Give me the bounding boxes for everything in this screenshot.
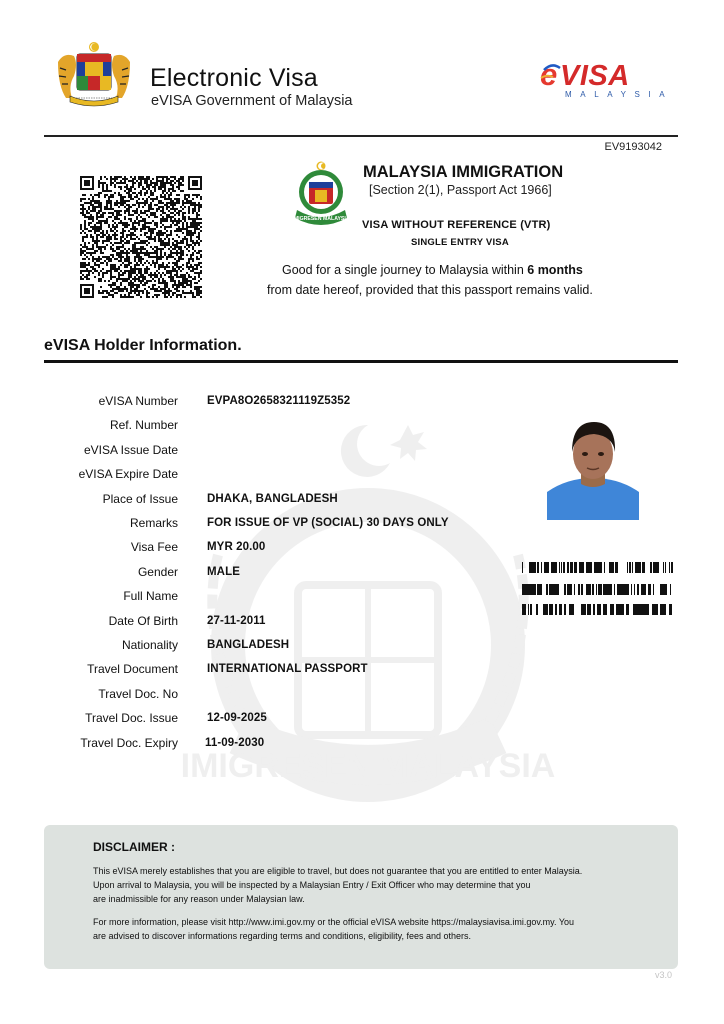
- malaysia-coat-of-arms-icon: [50, 40, 138, 106]
- entry-type: SINGLE ENTRY VISA: [411, 237, 509, 248]
- svg-text:e: e: [540, 57, 559, 92]
- crest-text: IMIGRESEN MALAYSIA: [292, 216, 350, 222]
- field-value: 11-09-2030: [205, 737, 265, 749]
- field-label: Remarks: [129, 516, 178, 530]
- immigration-title: MALAYSIA IMMIGRATION: [363, 163, 564, 181]
- holder-divider: [44, 360, 678, 363]
- field-label: Travel Doc. Issue: [85, 711, 178, 725]
- disclaimer-line: are inadmissible for any reason under Malaysian law.: [93, 894, 305, 904]
- evisa-malaysia-logo: [538, 56, 674, 100]
- field-label: Gender: [137, 565, 178, 579]
- barcode-1: [522, 562, 672, 573]
- field-label: Date Of Birth: [108, 614, 178, 628]
- disclaimer-line: For more information, please visit http://www.imi.gov.my or the official eVISA website https://malaysiavisa.imi.gov.my. You: [93, 917, 575, 927]
- field-value: BANGLADESH: [207, 639, 290, 651]
- field-label: Travel Document: [87, 662, 178, 676]
- visa-type: VISA WITHOUT REFERENCE (VTR): [362, 219, 551, 231]
- barcode-3: [522, 604, 672, 615]
- svg-text:MALAYSIA: MALAYSIA: [565, 90, 674, 99]
- validity-line-1: [282, 263, 583, 277]
- field-value: EVPA8O2658321119Z5352: [207, 395, 351, 407]
- document-reference-code: EV9193042: [604, 141, 662, 153]
- watermark-text: IMIGRESEN MALAYSIA: [180, 747, 556, 785]
- app-title: Electronic Visa: [150, 64, 318, 92]
- disclaimer-line: Upon arrival to Malaysia, you will be inspected by a Malaysian Entry / Exit Officer who may determine that you: [93, 880, 531, 890]
- field-label: Travel Doc. No: [98, 687, 178, 701]
- barcode-2: [522, 584, 672, 595]
- field-label: Visa Fee: [130, 540, 178, 554]
- holder-section-title: eVISA Holder Information.: [44, 337, 242, 354]
- field-label: eVISA Issue Date: [83, 443, 178, 457]
- disclaimer-line: This eVISA merely establishes that you are eligible to travel, but does not guarantee that you are entitled to enter Malaysia.: [93, 866, 583, 876]
- qr-code: [80, 176, 202, 298]
- field-label: eVISA Expire Date: [78, 467, 178, 481]
- field-label: Full Name: [123, 589, 178, 603]
- field-label: Travel Doc. Expiry: [80, 736, 178, 750]
- validity-line-2: from date hereof, provided that this passport remains valid.: [267, 283, 593, 297]
- field-label: Place of Issue: [102, 492, 178, 506]
- disclaimer-line: are advised to discover informations regarding terms and conditions, eligibility, fees and others.: [93, 931, 472, 941]
- field-label: Nationality: [121, 638, 178, 652]
- version-label: v3.0: [654, 970, 672, 980]
- app-subtitle: eVISA Government of Malaysia: [151, 93, 353, 109]
- disclaimer-title: DISCLAIMER :: [93, 840, 175, 854]
- immigration-section: [Section 2(1), Passport Act 1966]: [369, 183, 552, 197]
- field-label: eVISA Number: [98, 394, 178, 408]
- field-value: DHAKA, BANGLADESH: [207, 493, 338, 505]
- field-label: Ref. Number: [109, 418, 178, 432]
- field-value: 12-09-2025: [207, 712, 267, 724]
- field-value: INTERNATIONAL PASSPORT: [207, 663, 368, 675]
- validity-period: 6 months: [527, 263, 583, 277]
- header-divider: [44, 135, 678, 137]
- field-value: FOR ISSUE OF VP (SOCIAL) 30 DAYS ONLY: [207, 517, 449, 529]
- svg-text:VISA: VISA: [560, 60, 630, 92]
- immigration-crest-icon: [291, 160, 351, 226]
- field-value: 27-11-2011: [207, 615, 266, 627]
- field-value: MALE: [207, 566, 240, 578]
- validity-prefix: Good for a single journey to Malaysia within: [282, 263, 528, 277]
- holder-photo: [547, 414, 639, 520]
- field-value: MYR 20.00: [207, 541, 266, 553]
